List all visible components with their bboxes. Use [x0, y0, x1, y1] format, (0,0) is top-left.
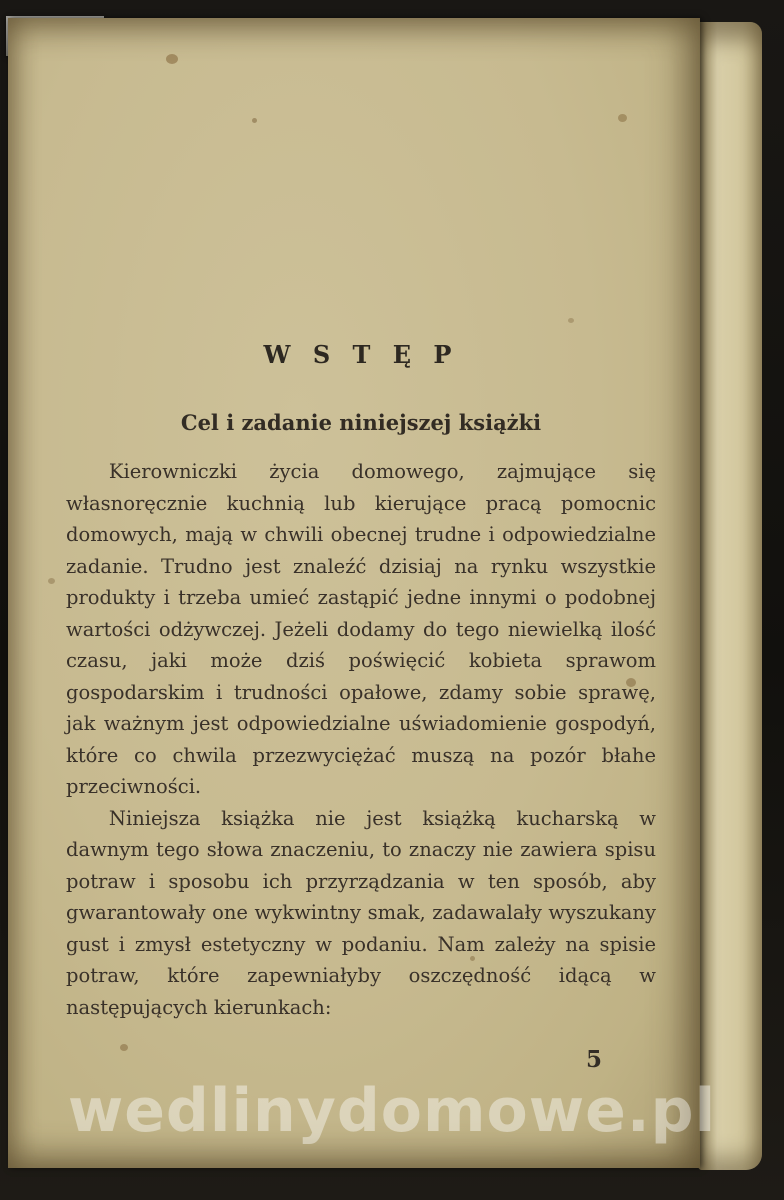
body-text-block	[66, 456, 656, 1023]
watermark-text: wedlinydomowe.pl	[67, 1076, 717, 1146]
underlying-page-edge	[698, 22, 762, 1170]
page-number: 5	[586, 1046, 603, 1073]
body-paragraph: Kierowniczki życia domowego, zajmujące się własnoręcznie kuchnią lub kierujące pracą pomocnic domowych, mają w chwili obecnej trudne i odpowiedzialne zadanie. Trudno jest znaleźć dzisiaj na rynku wszystkie produkty i trzeba umieć zastąpić jedne innymi o podobnej wartości odżywczej. Jeżeli dodamy do tego niewielką ilość czasu, jaki może dziś poświęcić kobieta sprawom gospodarskim i trudności opałowe, zdamy sobie sprawę, jak ważnym jest odpowiedzialne uświadomienie gospodyń, które co chwila przezwyciężać muszą na pozór błahe przeciwności.	[66, 460, 656, 798]
page-title: W S T Ę P	[263, 340, 459, 369]
body-paragraph: Niniejsza książka nie jest książką kucharską w dawnym tego słowa znaczeniu, to znaczy nie zawiera spisu potraw i sposobu ich przyrządzania w ten sposób, aby gwarantowały one wykwintny smak, zadawalały wyszukany gust i zmysł estetyczny w podaniu. Nam zależy na spisie potraw, które zapewniałyby oszczędność idącą w następujących kierunkach:	[66, 806, 656, 1019]
section-heading: Cel i zadanie niniejszej książki	[180, 410, 542, 435]
book-page	[8, 18, 700, 1168]
paper-stain	[120, 1044, 128, 1051]
paper-stain	[568, 318, 574, 323]
paper-stain	[48, 578, 55, 584]
paper-stain	[166, 54, 178, 64]
paper-stain	[252, 118, 257, 123]
paper-stain	[618, 114, 627, 122]
